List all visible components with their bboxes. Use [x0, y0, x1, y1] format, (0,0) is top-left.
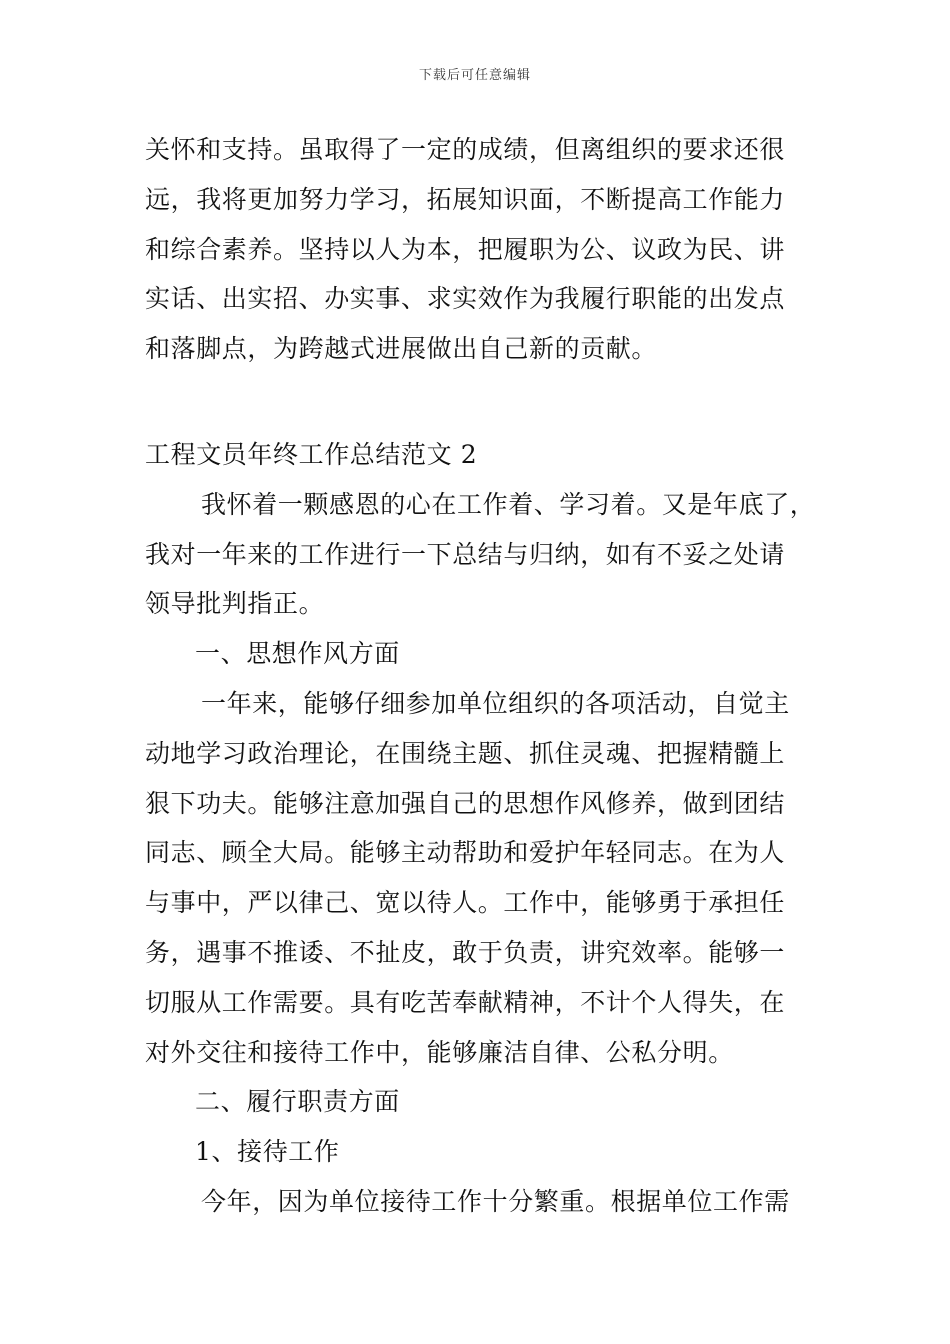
para1-line-3: 领导批判指正。 — [145, 589, 325, 619]
para2-line-5: 与事中，严以律己、宽以待人。工作中，能够勇于承担任 — [145, 888, 786, 918]
heading-duties: 二、履行职责方面 — [195, 1087, 400, 1117]
para2-line-6: 务，遇事不推诿、不扯皮，敢于负责，讲究效率。能够一 — [145, 937, 786, 967]
intro-line-2: 远，我将更加努力学习，拓展知识面，不断提高工作能力 — [145, 184, 786, 214]
para2-line-1: 一年来，能够仔细参加单位组织的各项活动，自觉主 — [201, 688, 790, 718]
para1-line-2: 我对一年来的工作进行一下总结与归纳，如有不妥之处请 — [145, 539, 786, 569]
para2-line-3: 狠下功夫。能够注意加强自己的思想作风修养，做到团结 — [145, 788, 786, 818]
intro-line-3: 和综合素养。坚持以人为本，把履职为公、议政为民、讲 — [145, 234, 786, 264]
heading-reception: 1、接待工作 — [195, 1137, 340, 1167]
para1-line-1: 我怀着一颗感恩的心在工作着、学习着。又是年底了， — [201, 489, 816, 519]
para3-line-1: 今年，因为单位接待工作十分繁重。根据单位工作需 — [201, 1186, 790, 1216]
heading-thought-style: 一、思想作风方面 — [195, 639, 400, 669]
section-title: 工程文员年终工作总结范文 2 — [145, 439, 478, 469]
para2-line-7: 切服从工作需要。具有吃苦奉献精神，不计个人得失，在 — [145, 987, 786, 1017]
para2-line-8: 对外交往和接待工作中，能够廉洁自律、公私分明。 — [145, 1037, 734, 1067]
section-spacer — [145, 374, 815, 430]
intro-line-4: 实话、出实招、办实事、求实效作为我履行职能的出发点 — [145, 284, 786, 314]
intro-line-1: 关怀和支持。虽取得了一定的成绩，但离组织的要求还很 — [145, 135, 786, 164]
para2-line-2: 动地学习政治理论，在围绕主题、抓住灵魂、把握精髓上 — [145, 738, 786, 768]
document-body — [145, 125, 815, 1227]
page-header: 下载后可任意编辑 — [418, 68, 531, 83]
para2-line-4: 同志、顾全大局。能够主动帮助和爱护年轻同志。在为人 — [145, 838, 786, 868]
intro-line-5: 和落脚点，为跨越式进展做出自己新的贡献。 — [145, 334, 658, 364]
